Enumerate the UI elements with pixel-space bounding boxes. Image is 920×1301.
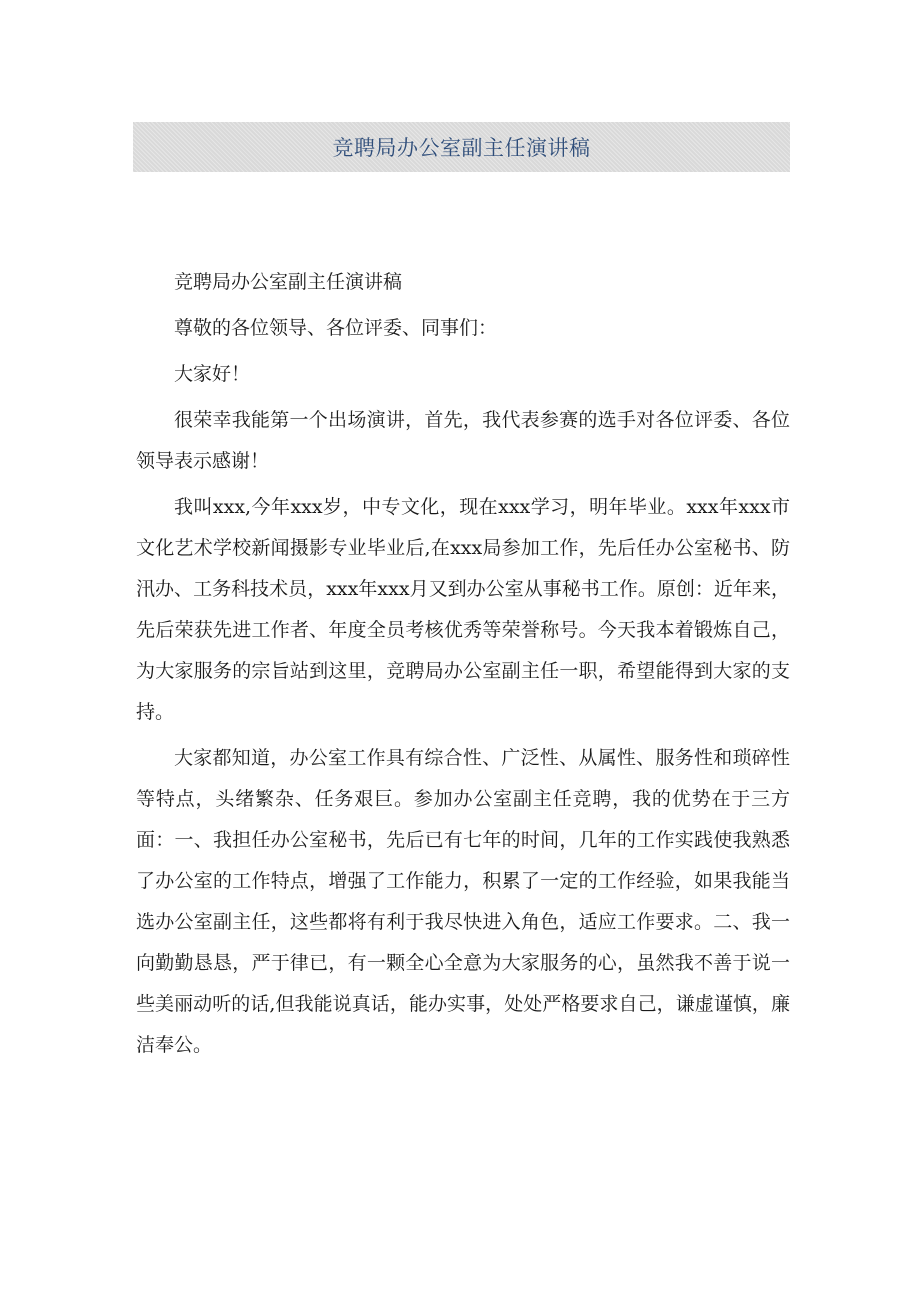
document-title: 竞聘局办公室副主任演讲稿 xyxy=(332,136,591,160)
paragraph-heading: 竞聘局办公室副主任演讲稿 xyxy=(174,271,403,293)
paragraph-advantages: 大家都知道，办公室工作具有综合性、广泛性、从属性、服务性和琐碎性等特点，头绪繁杂、任务艰巨。参加办公室副主任竞聘，我的优势在于三方面：一、我担任办公室秘书，先后已有七年的时间，几年的工作实践使我熟悉了办公室的工作特点，增强了工作能力，积累了一定的工作经验，如果我能当选办公室副主任，这些都将有利于我尽快进入角色，适应工作要求。二、我一向勤勤恳恳，严于律已，有一颗全心全意为大家服务的心，虽然我不善于说一些美丽动听的话,但我能说真话，能办实事，处处严格要求自己，谦虚谨慎，廉洁奉公。 xyxy=(136,747,790,1056)
document-body xyxy=(136,262,790,1071)
paragraph-salutation: 尊敬的各位领导、各位评委、同事们： xyxy=(174,317,498,339)
paragraph-greeting: 大家好！ xyxy=(174,363,251,385)
paragraph-thanks: 很荣幸我能第一个出场演讲，首先，我代表参赛的选手对各位评委、各位领导表示感谢！ xyxy=(136,409,790,472)
paragraph-introduction: 我叫xxx,今年xxx岁，中专文化，现在xxx学习，明年毕业。xxx年xxx市文化艺术学校新闻摄影专业毕业后,在xxx局参加工作，先后任办公室秘书、防汛办、工务科技术员，xxx年xxx月又到办公室从事秘书工作。原创：近年来，先后荣获先进工作者、年度全员考核优秀等荣誉称号。今天我本着锻炼自己，为大家服务的宗旨站到这里，竞聘局办公室副主任一职，希望能得到大家的支持。 xyxy=(136,496,790,723)
title-banner xyxy=(133,122,790,172)
